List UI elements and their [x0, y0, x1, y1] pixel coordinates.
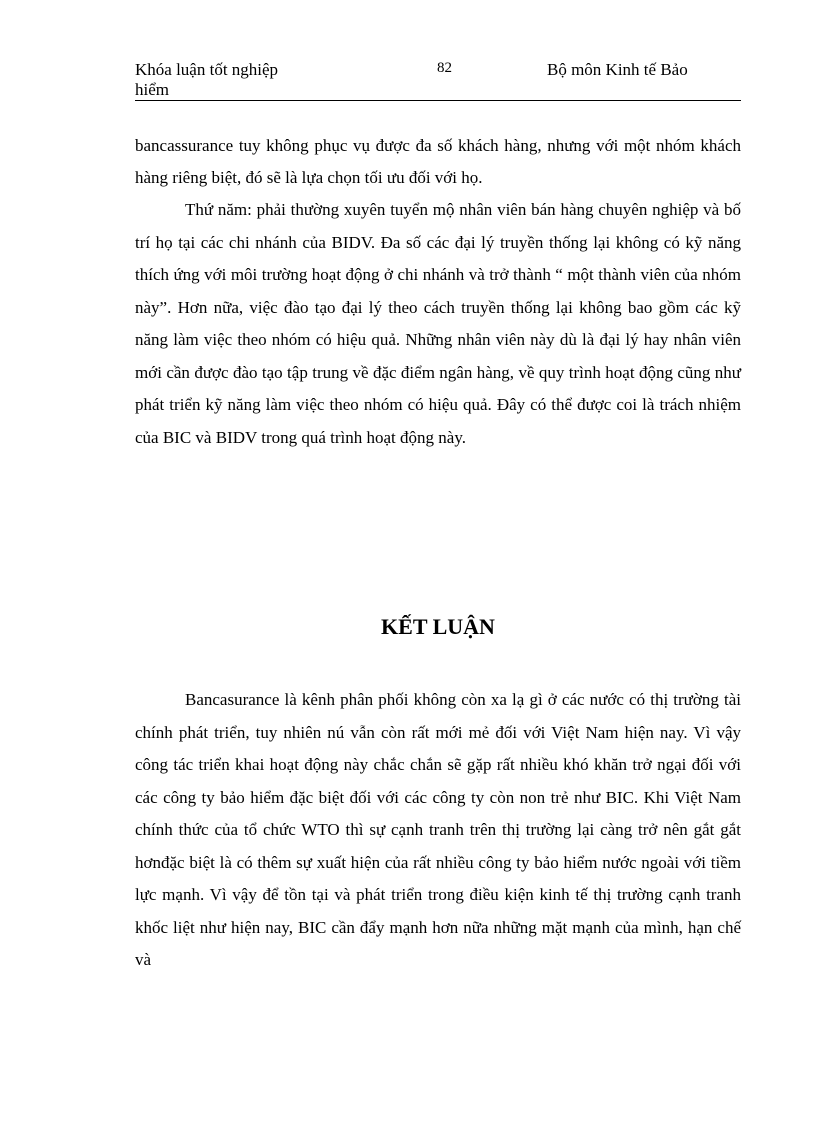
paragraph-thu-nam: Thứ năm: phải thường xuyên tuyển mộ nhân viên bán hàng chuyên nghiệp và bố trí họ tại các chi nhánh của BIDV. Đa số các đại lý truyền thống lại không có kỹ năng thích ứng với môi trường hoạt động ở chi nhánh và trở thành “ một thành viên của nhóm này”. Hơn nữa, việc đào tạo đại lý theo cách truyền thống lại không bao gồm các kỹ năng làm việc theo nhóm có hiệu quả. Những nhân viên này dù là đại lý hay nhân viên mới cần được đào tạo tập trung về đặc điểm ngân hàng, về quy trình hoạt động cũng như phát triển kỹ năng làm việc theo nhóm có hiệu quả. Đây có thể được coi là trách nhiệm của BIC và BIDV trong quá trình hoạt động này. [135, 200, 741, 447]
paragraph-conclusion: Bancasurance là kênh phân phối không còn xa lạ gì ở các nước có thị trường tài chính phát triển, tuy nhiên nú vẫn còn rất mới mẻ đối với Việt Nam hiện nay. Vì vậy công tác triển khai hoạt động này chắc chắn sẽ gặp rất nhiều khó khăn trở ngại đối với các công ty bảo hiểm đặc biệt đối với các công ty còn non trẻ như BIC. Khi Việt Nam chính thức của tổ chức WTO thì sự cạnh tranh trên thị trường lại càng trở nên gắt gắt hơnđặc biệt là có thêm sự xuất hiện của rất nhiều công ty bảo hiểm nước ngoài với tiềm lực mạnh. Vì vậy để tồn tại và phát triển trong điều kiện kinh tế thị trường cạnh tranh khốc liệt như hiện nay, BIC cần đẩy mạnh hơn nữa những mặt mạnh của mình, hạn chế và [135, 690, 741, 969]
paragraph-continuation: bancassurance tuy không phục vụ được đa số khách hàng, nhưng với một nhóm khách hàng riêng biệt, đó sẽ là lựa chọn tối ưu đối với họ. [135, 136, 741, 187]
header-left-text: Khóa luận tốt nghiệp hiểm [135, 60, 279, 99]
page-number: 82 [437, 60, 452, 76]
page-header [135, 58, 741, 101]
header-right-text: Bộ môn Kinh tế Bảo [547, 60, 688, 79]
section-title-ket-luan: KẾT LUẬN [381, 614, 495, 639]
